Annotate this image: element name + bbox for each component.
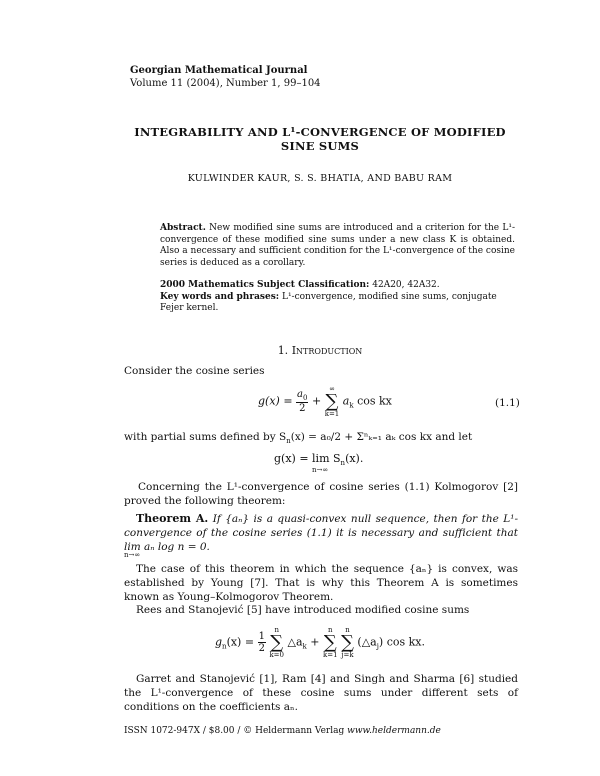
eq3-s3-top: n <box>345 626 350 634</box>
sum-symbol-icon: ∑ <box>270 632 284 653</box>
eq3-g: g <box>215 635 223 649</box>
eq3-s2-bottom: k=1 <box>323 651 338 659</box>
p2-sub: n <box>286 437 291 446</box>
eq3-half <box>258 631 266 654</box>
eq3-g-sub: n <box>222 642 227 651</box>
section-heading <box>60 344 580 357</box>
abstract-text: New modified sine sums are introduced and a criterion for the L¹-convergence of these modified sine sums under a new class K is obtained. Also a necessary and sufficient condition for the L¹-convergence of the cosine series is deduced as a corollary. <box>160 223 515 268</box>
theorem-text: If {aₙ} is a quasi-convex null sequence, then for the L¹-convergence of the cosine series (1.1) it is necessary and sufficient that lim aₙ log n = 0. <box>124 513 518 553</box>
eq3-lhs-end: (x) = <box>226 635 255 649</box>
msc-label: 2000 Mathematics Subject Classification: <box>160 280 370 290</box>
msc-line <box>160 280 515 292</box>
equation-modified-cosine: $g_n(x)$ = $\frac{1}{2}$ n ∑ k=0 $\triangle a_k$ + n ∑ k=1 n ∑ j=k $(\triangle a_j)$ cos kx. <box>215 626 425 659</box>
paper-title <box>60 125 580 153</box>
equation-number-1-1: (1.1) <box>495 397 520 409</box>
p2-rest: (x) = a₀/2 + Σⁿₖ₌₁ aₖ cos kx and let <box>290 431 473 443</box>
p2-text: with partial sums defined by S <box>124 431 287 443</box>
eq1-sum-bottom: k=1 <box>324 410 340 418</box>
keywords-value: L¹-convergence, modified sine sums, conjugate Fejer kernel. <box>160 291 497 313</box>
keywords-label: Key words and phrases: <box>160 291 280 302</box>
theorem-a <box>124 512 518 554</box>
theorem-label: Theorem A. <box>136 512 209 525</box>
journal-name: Georgian Mathematical Journal <box>130 65 308 76</box>
eq3-t2-end: ) cos kx. <box>378 635 425 649</box>
eq3-s2-top: n <box>328 626 333 634</box>
eq3-t1: △a <box>287 635 303 649</box>
eq1-ak-sub: k <box>349 401 354 410</box>
eq3-s1-top: n <box>274 626 279 634</box>
paragraph-4: The case of this theorem in which the sequence {aₙ} is convex, was established by Young [7]. That is why this Theorem A is sometimes known as Young–Kolmogorov Theorem. <box>124 563 518 603</box>
eq3-t1-sub: k <box>302 642 307 651</box>
paragraph-6: Garret and Stanojević [1], Ram [4] and Singh and Sharma [6] studied the L¹-convergence of these cosine sums under different sets of conditions on the coefficients aₙ. <box>124 673 518 713</box>
eq3-s3-bottom: j=k <box>341 651 354 659</box>
section-number: 1. <box>277 344 289 357</box>
paragraph-1: Consider the cosine series <box>124 365 265 377</box>
keywords-line <box>160 292 515 315</box>
eq1-den: 2 <box>299 403 306 414</box>
section-title: Introduction <box>291 344 363 357</box>
theorem-lim-sub: n→∞ <box>124 551 141 559</box>
eq3-sum-2 <box>323 626 338 659</box>
eq1-ak: a <box>342 394 350 408</box>
eq3-t2: (△a <box>357 635 377 649</box>
equation-1-1: g(x) = $\frac{a_0}{2}$ + ∞ ∑ k=1 $a_k$ cos kx <box>258 385 392 418</box>
classification-block <box>160 280 515 315</box>
abstract <box>160 223 515 269</box>
footer <box>124 726 441 736</box>
eq1-a0: a <box>297 389 304 400</box>
footer-url[interactable]: www.heldermann.de <box>347 726 441 736</box>
eq2-lim-sub: n→∞ <box>312 466 329 474</box>
equation-limit <box>274 452 364 474</box>
eq3-sum-3 <box>341 626 354 659</box>
eq3-half-den: 2 <box>258 643 265 654</box>
eq3-t2-sub: j <box>376 642 379 651</box>
eq2-end: (x). <box>345 452 364 465</box>
eq2-text: g(x) = lim S <box>274 452 341 465</box>
eq2-sub: n <box>340 459 346 468</box>
eq3-s1-bottom: k=0 <box>269 651 284 659</box>
journal-header <box>130 64 321 90</box>
footer-issn: ISSN 1072-947X / $8.00 / © Heldermann Verlag <box>124 726 345 736</box>
eq1-cos: cos kx <box>357 394 392 408</box>
paragraph-5: Rees and Stanojević [5] have introduced modified cosine sums <box>136 604 470 616</box>
eq3-half-num: 1 <box>258 631 265 642</box>
eq1-sum <box>325 385 340 418</box>
sum-symbol-icon: ∑ <box>323 632 337 653</box>
eq1-lhs: g(x) = <box>258 394 293 408</box>
sum-symbol-icon: ∑ <box>325 391 339 412</box>
eq1-a0-sub: 0 <box>303 394 308 402</box>
sum-symbol-icon: ∑ <box>341 632 354 653</box>
title-line-2: SINE SUMS <box>280 139 360 153</box>
title-line-1: INTEGRABILITY AND L¹-CONVERGENCE OF MODIFIED <box>134 125 506 139</box>
authors: KULWINDER KAUR, S. S. BHATIA, AND BABU RAM <box>187 173 453 184</box>
msc-value: 42A20, 42A32. <box>372 280 440 290</box>
paragraph-3: Concerning the L¹-convergence of cosine series (1.1) Kolmogorov [2] proved the following theorem: <box>124 481 518 507</box>
eq1-sum-top: ∞ <box>329 385 335 393</box>
abstract-label: Abstract. <box>160 223 206 233</box>
paragraph-2 <box>124 430 518 448</box>
eq3-sum-1 <box>269 626 284 659</box>
journal-volume: Volume 11 (2004), Number 1, 99–104 <box>130 78 321 89</box>
eq1-fraction <box>296 389 308 414</box>
